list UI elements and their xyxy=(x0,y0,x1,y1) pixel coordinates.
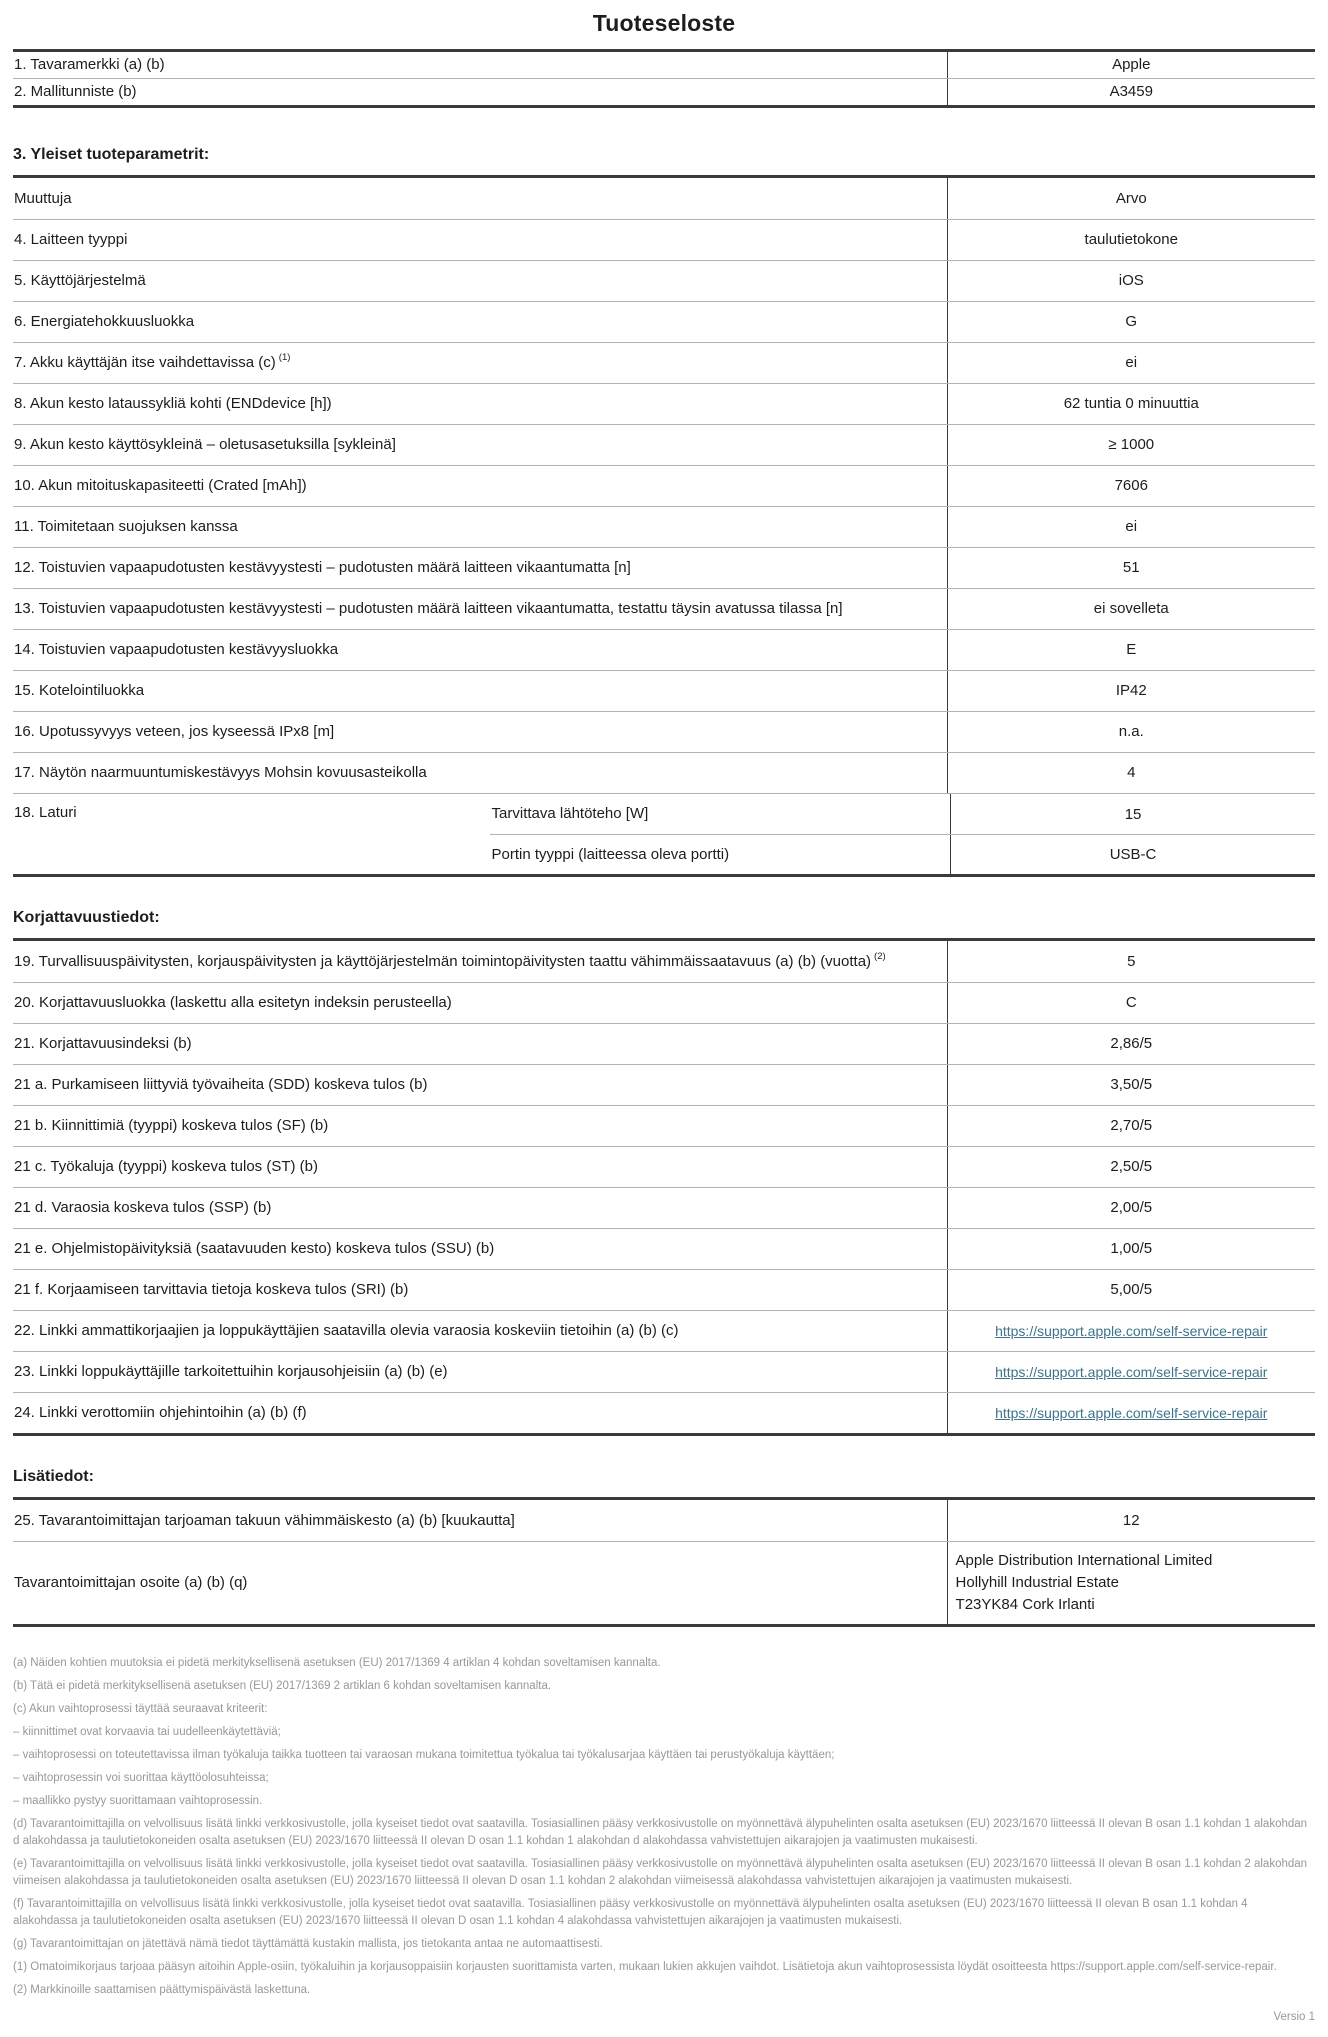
row-value: 2,70/5 xyxy=(947,1106,1315,1146)
table-row-warranty xyxy=(13,1500,1315,1541)
identification-table xyxy=(13,49,1315,108)
row-value: ≥ 1000 xyxy=(947,425,1315,465)
row-value: 12 xyxy=(947,1500,1315,1541)
footnote-criterion: – vaihtoprosessin voi suorittaa käyttöolosuhteissa; xyxy=(13,1772,269,1784)
table-row xyxy=(13,424,1315,465)
row-value: 15 xyxy=(950,794,1315,834)
table-row xyxy=(13,301,1315,342)
row-label: 21 a. Purkamiseen liittyviä työvaiheita (SDD) koskeva tulos (b) xyxy=(14,1076,428,1093)
table-row xyxy=(13,588,1315,629)
repairability-table xyxy=(13,938,1315,1436)
row-value: 62 tuntia 0 minuuttia xyxy=(947,384,1315,424)
charger-sub-table xyxy=(490,794,1315,874)
row-value: G xyxy=(947,302,1315,342)
support-link[interactable]: https://support.apple.com/self-service-repair xyxy=(995,1404,1268,1421)
row-label: 18. Laturi xyxy=(14,804,77,821)
row-label: 21 b. Kiinnittimiä (tyyppi) koskeva tulos (SF) (b) xyxy=(14,1117,329,1134)
row-value: ei sovelleta xyxy=(947,589,1315,629)
footnote: (b) Tätä ei pidetä merkityksellisenä asetuksen (EU) 2017/1369 2 artiklan 6 kohdan soveltamisen kannalta. xyxy=(13,1680,552,1692)
supplier-address xyxy=(947,1542,1315,1624)
table-row xyxy=(13,670,1315,711)
footnote: (1) Omatoimikorjaus tarjoaa pääsyn aitoihin Apple-osiin, työkaluihin ja korjausoppaisiin korjausten suorittamista varten, mukaan lukien akkujen vaihdot. Lisätietoja akun vaihtoprosessista löydät osoitteesta https://support.apple.com/self-service-repair. xyxy=(13,1961,1277,1973)
row-label: Tavarantoimittajan osoite (a) (b) (q) xyxy=(14,1574,248,1591)
table-row xyxy=(13,342,1315,383)
row-label: 21 f. Korjaamiseen tarvittavia tietoja koskeva tulos (SRI) (b) xyxy=(14,1281,409,1298)
row-value: C xyxy=(947,983,1315,1023)
row-label-text: 7. Akku käyttäjän itse vaihdettavissa (c) xyxy=(14,354,276,371)
table-row xyxy=(13,260,1315,301)
footnote: (g) Tavarantoimittajan on jätettävä nämä tiedot täyttämättä kustakin mallista, jos tietokanta antaa ne automaattisesti. xyxy=(13,1938,603,1950)
row-label: 23. Linkki loppukäyttäjille tarkoitettuihin korjausohjeisiin (a) (b) (e) xyxy=(14,1363,448,1380)
row-label-text: 19. Turvallisuuspäivitysten, korjauspäivitysten ja käyttöjärjestelmän toimintopäivitysten taattu vähimmäissaatavuus (a) (b) (vuotta) xyxy=(14,952,872,970)
column-header-value: Arvo xyxy=(947,178,1315,219)
row-value: Apple xyxy=(947,52,1315,78)
table-row xyxy=(13,1064,1315,1105)
table-row-brand xyxy=(13,52,1315,78)
row-label: 9. Akun kesto käyttösykleinä – oletusasetuksilla [sykleinä] xyxy=(14,436,396,453)
table-row xyxy=(13,506,1315,547)
row-value: taulutietokone xyxy=(947,220,1315,260)
row-value: ei xyxy=(947,343,1315,383)
general-parameters-table xyxy=(13,175,1315,877)
row-label: 24. Linkki verottomiin ohjehintoihin (a) (b) (f) xyxy=(14,1404,307,1421)
row-value: iOS xyxy=(947,261,1315,301)
table-row-price-list-link xyxy=(13,1392,1315,1433)
row-label: 22. Linkki ammattikorjaajien ja loppukäyttäjien saatavilla olevia varaosia koskeviin tietoihin (a) (b) (c) xyxy=(14,1322,679,1339)
row-label: 2. Mallitunniste (b) xyxy=(14,83,137,100)
table-header-row xyxy=(13,178,1315,219)
version-label: Versio 1 xyxy=(1273,2011,1315,2023)
row-value: 51 xyxy=(947,548,1315,588)
row-label: 8. Akun kesto lataussykliä kohti (ENDdevice [h]) xyxy=(14,395,332,412)
row-label: 21 e. Ohjelmistopäivityksiä (saatavuuden kesto) koskeva tulos (SSU) (b) xyxy=(14,1240,495,1257)
row-label: 5. Käyttöjärjestelmä xyxy=(14,272,146,289)
footnote: (c) Akun vaihtoprosessi täyttää seuraavat kriteerit: xyxy=(13,1703,268,1715)
table-row-spare-parts-link xyxy=(13,1310,1315,1351)
table-row xyxy=(13,383,1315,424)
row-value: E xyxy=(947,630,1315,670)
table-row xyxy=(13,465,1315,506)
row-value: 3,50/5 xyxy=(947,1065,1315,1105)
footnote-criterion: – vaihtoprosessi on toteutettavissa ilman työkaluja taikka tuotteen tai varaosan mukana toimitettua työkalua tai työkalusarjaa käyttäen tai perustyökaluja käyttäen; xyxy=(13,1749,835,1761)
charger-sub-row xyxy=(490,794,1315,834)
row-label: 21. Korjattavuusindeksi (b) xyxy=(14,1035,192,1052)
table-row xyxy=(13,1023,1315,1064)
table-row-charger xyxy=(13,793,1315,874)
row-value xyxy=(947,1393,1315,1433)
address-line: Hollyhill Industrial Estate xyxy=(955,1574,1119,1591)
row-label: 14. Toistuvien vapaapudotusten kestävyysluokka xyxy=(14,641,339,658)
row-label: 13. Toistuvien vapaapudotusten kestävyystesti – pudotusten määrä laitteen vikaantumatta, testattu täysin avatussa tilassa [n] xyxy=(14,600,843,617)
table-row xyxy=(13,752,1315,793)
table-row xyxy=(13,711,1315,752)
row-value: USB-C xyxy=(950,835,1315,874)
row-label: 21 d. Varaosia koskeva tulos (SSP) (b) xyxy=(14,1199,272,1216)
additional-info-table xyxy=(13,1497,1315,1627)
support-link[interactable]: https://support.apple.com/self-service-repair xyxy=(995,1363,1268,1380)
row-label: 7. Akku käyttäjän itse vaihdettavissa (c) (1) xyxy=(14,352,291,371)
row-value: 7606 xyxy=(947,466,1315,506)
footnote: (d) Tavarantoimittajilla on velvollisuus lisätä linkki verkkosivustolle, jolla kyseiset tiedot ovat saatavilla. Tosiasiallinen pääsy verkkosivustolle on myönnettävä älypuhelinten osalta asetuksen (EU) 2023/1670 liitteessä II olevan B osan 1.1 kohdan 1 alakohdan d alakohdassa ja taulutietokoneiden osalta asetuksen (EU) 2023/1670 liitteessä II olevan D osan 1.1 kohdan 1 alakohdan d alakohdassa vahvistettujen aikarajojen ja vaatimusten mukaisesti. xyxy=(13,1818,1308,1847)
column-header-parameter: Muuttuja xyxy=(14,189,72,207)
table-row xyxy=(13,1105,1315,1146)
row-value: 2,00/5 xyxy=(947,1188,1315,1228)
table-row xyxy=(13,1228,1315,1269)
table-row xyxy=(13,982,1315,1023)
row-value: 5 xyxy=(947,941,1315,982)
row-value: ei xyxy=(947,507,1315,547)
page-title: Tuoteseloste xyxy=(592,10,736,36)
row-label: 1. Tavaramerkki (a) (b) xyxy=(14,56,165,73)
address-line: T23YK84 Cork Irlanti xyxy=(955,1596,1095,1613)
row-value: IP42 xyxy=(947,671,1315,711)
row-value xyxy=(947,1352,1315,1392)
row-value: 2,86/5 xyxy=(947,1024,1315,1064)
row-value: 4 xyxy=(947,753,1315,793)
footnote-criterion: – maallikko pystyy suorittamaan vaihtoprosessin. xyxy=(13,1795,263,1807)
table-row-repair-instructions-link xyxy=(13,1351,1315,1392)
row-label: 4. Laitteen tyyppi xyxy=(14,231,128,248)
row-label: 10. Akun mitoituskapasiteetti (Crated [mAh]) xyxy=(14,477,307,494)
footnote: (a) Näiden kohtien muutoksia ei pidetä merkityksellisenä asetuksen (EU) 2017/1369 4 artiklan 4 kohdan soveltamisen kannalta. xyxy=(13,1657,661,1669)
row-value: 5,00/5 xyxy=(947,1270,1315,1310)
section-heading-additional: Lisätiedot: xyxy=(13,1468,94,1485)
section-heading-general: 3. Yleiset tuoteparametrit: xyxy=(13,146,210,163)
row-label: 19. Turvallisuuspäivitysten, korjauspäivitysten ja käyttöjärjestelmän toimintopäivitysten taattu vähimmäissaatavuus (a) (b) (vuotta) (2) xyxy=(14,950,886,970)
row-label: Portin tyyppi (laitteessa oleva portti) xyxy=(491,845,730,863)
table-row xyxy=(13,629,1315,670)
row-label: 17. Näytön naarmuuntumiskestävyys Mohsin kovuusasteikolla xyxy=(14,764,427,781)
row-label: 11. Toimitetaan suojuksen kanssa xyxy=(14,518,238,535)
row-label: 25. Tavarantoimittajan tarjoaman takuun vähimmäiskesto (a) (b) [kuukautta] xyxy=(14,1511,515,1529)
address-line: Apple Distribution International Limited xyxy=(955,1552,1213,1569)
table-row xyxy=(13,1187,1315,1228)
footnote-criterion: – kiinnittimet ovat korvaavia tai uudelleenkäytettäviä; xyxy=(13,1726,281,1738)
footnote: (e) Tavarantoimittajilla on velvollisuus lisätä linkki verkkosivustolle, jolla kyseiset tiedot ovat saatavilla. Tosiasiallinen pääsy verkkosivustolle on myönnettävä älypuhelinten osalta asetuksen (EU) 2023/1670 liitteessä II olevan B osan 1.1 kohdan 2 alakohdan viimeisen alakohdassa ja taulutietokoneiden osalta asetuksen (EU) 2023/1670 liitteessä II olevan D osan 1.1 kohdan 2 alakohdan viimeisessä alakohdassa vahvistettujen aikarajojen ja vaatimusten mukaisesti. xyxy=(13,1858,1308,1887)
row-value xyxy=(947,1311,1315,1351)
table-row-model xyxy=(13,78,1315,105)
row-label: 16. Upotussyvyys veteen, jos kyseessä IPx8 [m] xyxy=(14,723,335,740)
charger-sub-row xyxy=(490,834,1315,874)
footnote: (f) Tavarantoimittajilla on velvollisuus lisätä linkki verkkosivustolle, jolla kyseiset tiedot ovat saatavilla. Tosiasiallinen pääsy verkkosivustolle on myönnettävä älypuhelinten osalta asetuksen (EU) 2023/1670 liitteessä II olevan B osan 1.1 kohdan 4 alakohdassa ja taulutietokoneiden osalta asetuksen (EU) 2023/1670 liitteessä II olevan D osan 1.1 kohdan 4 alakohdassa vahvistettujen aikarajojen ja vaatimusten mukaisesti. xyxy=(13,1898,1248,1927)
table-row xyxy=(13,1146,1315,1187)
table-row-supplier-address xyxy=(13,1541,1315,1624)
table-row xyxy=(13,941,1315,982)
support-link[interactable]: https://support.apple.com/self-service-repair xyxy=(995,1322,1268,1339)
table-row xyxy=(13,1269,1315,1310)
row-label: 15. Kotelointiluokka xyxy=(14,682,145,699)
table-row xyxy=(13,547,1315,588)
row-label: 21 c. Työkaluja (tyyppi) koskeva tulos (ST) (b) xyxy=(14,1158,318,1175)
row-value: 2,50/5 xyxy=(947,1147,1315,1187)
footnote: (2) Markkinoille saattamisen päättymispäivästä laskettuna. xyxy=(13,1984,311,1996)
row-value: 1,00/5 xyxy=(947,1229,1315,1269)
row-label: 12. Toistuvien vapaapudotusten kestävyystesti – pudotusten määrä laitteen vikaantumatta [n] xyxy=(14,559,631,576)
footnotes-block xyxy=(13,1655,1315,1999)
table-row xyxy=(13,219,1315,260)
row-label: Tarvittava lähtöteho [W] xyxy=(491,805,649,822)
row-value: A3459 xyxy=(947,79,1315,105)
row-label: 20. Korjattavuusluokka (laskettu alla esitetyn indeksin perusteella) xyxy=(14,994,452,1011)
row-value: n.a. xyxy=(947,712,1315,752)
row-label: 6. Energiatehokkuusluokka xyxy=(14,313,195,330)
section-heading-repairability: Korjattavuustiedot: xyxy=(13,909,160,926)
